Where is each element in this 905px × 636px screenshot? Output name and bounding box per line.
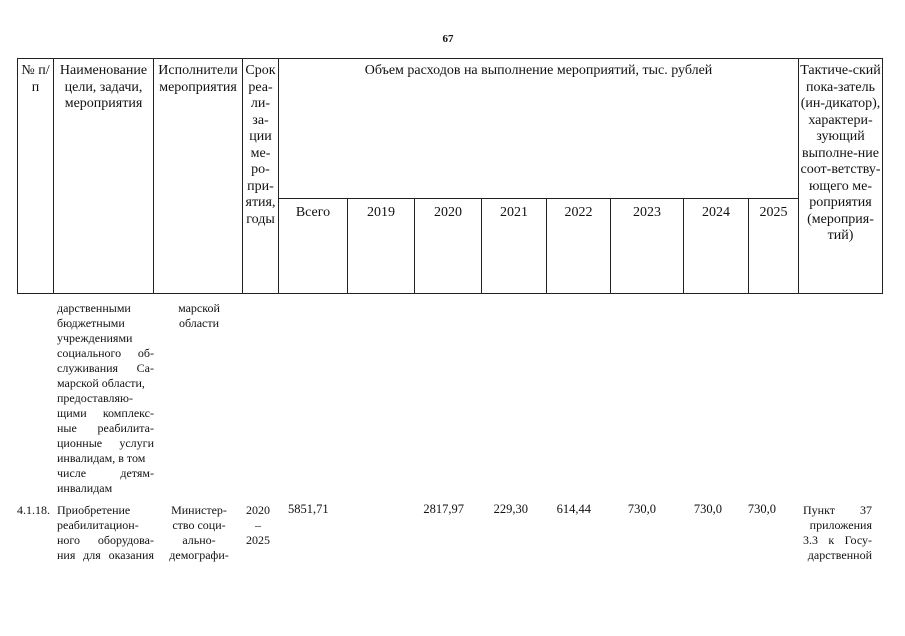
value-2024: 730,0 [693, 502, 722, 516]
header-year-2023: 2023 [611, 199, 684, 294]
header-number: № п/п [18, 59, 54, 294]
value-2021: 229,30 [493, 502, 528, 516]
value-2022: 614,44 [556, 502, 591, 516]
header-executors: Исполнители мероприятия [154, 59, 243, 294]
continuation-executors: марской области [178, 301, 220, 330]
header-year-2022: 2022 [547, 199, 611, 294]
row-indicator: Пункт 37 приложения 3.3 к Госу- дарственной [803, 503, 872, 562]
header-year-2021: 2021 [482, 199, 547, 294]
header-year-total: Всего [279, 199, 348, 294]
header-name: Наименование цели, задачи, мероприятия [54, 59, 154, 294]
table-header [17, 58, 883, 294]
header-year-2019: 2019 [348, 199, 415, 294]
value-total: 5851,71 [288, 502, 329, 516]
continuation-name: дарственными бюджетными учреждениями социального об- служивания Са- марской области, предоставляю- щими комплекс- ные реабилита- ционные услуги инвалидам, в том числе детям- инвалидам [57, 301, 154, 495]
row-term: 2020 – 2025 [246, 503, 270, 547]
header-year-2020: 2020 [415, 199, 482, 294]
row-executors: Министер- ство соци- ально- демографи- [169, 503, 229, 562]
header-indicator: Тактиче-ский пока-затель (ин-дикатор), характери-зующий выполне-ние соот-ветству-ющего ме-роприятия (мероприя-тий) [799, 59, 883, 294]
value-2025: 730,0 [747, 502, 776, 516]
value-2023: 730,0 [627, 502, 656, 516]
header-budget: Объем расходов на выполнение мероприятий, тыс. рублей [279, 59, 799, 199]
row-number: 4.1.18. [17, 503, 50, 517]
page-number: 67 [442, 33, 454, 45]
row-name: Приобретение реабилитацион- ного оборудова- ния для оказания [57, 503, 154, 562]
header-year-2025: 2025 [749, 199, 799, 294]
header-term: Срок реа-ли-за-ции ме-ро-при-ятия, годы [243, 59, 279, 294]
header-year-2024: 2024 [684, 199, 749, 294]
value-2020: 2817,97 [423, 502, 464, 516]
